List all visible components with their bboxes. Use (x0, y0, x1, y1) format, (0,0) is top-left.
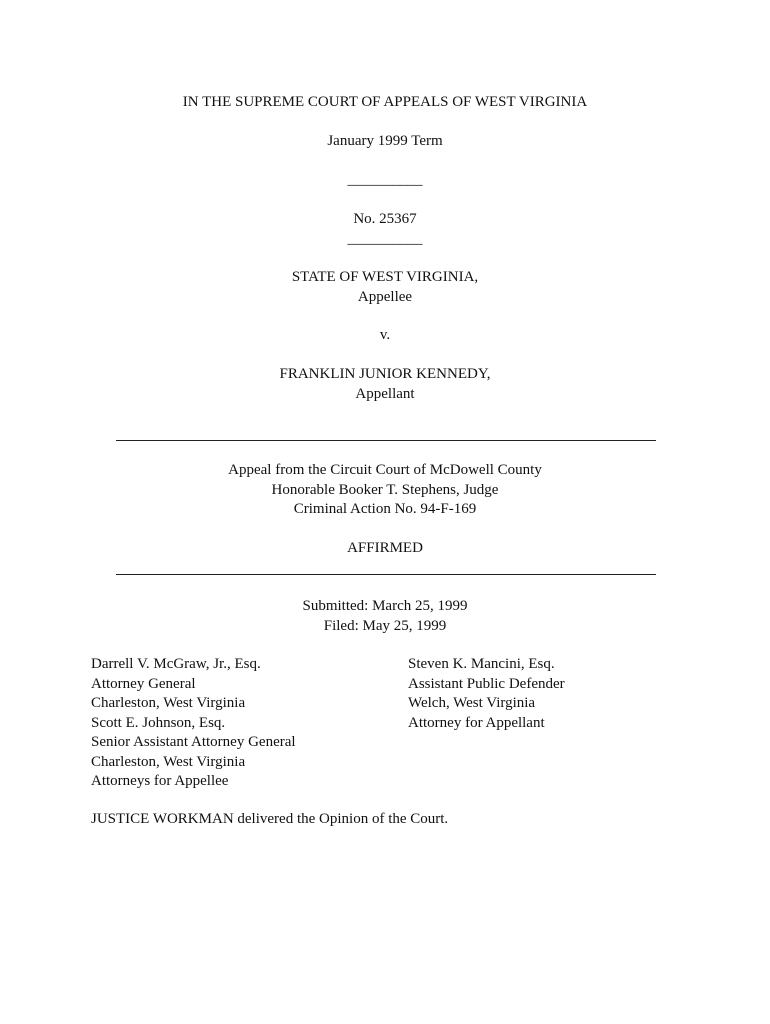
versus-label: v. (379, 327, 391, 343)
dates-block (0, 597, 770, 636)
court-term: January 1999 Term (327, 133, 443, 149)
appeal-judge: Honorable Booker T. Stephens, Judge (271, 481, 499, 498)
counsel-line: Scott E. Johnson, Esq. (91, 714, 226, 731)
appellant-counsel (408, 655, 565, 733)
counsel-line: Attorney for Appellant (408, 714, 545, 731)
appeal-action-number: Criminal Action No. 94-F-169 (293, 501, 477, 517)
horizontal-rule (116, 440, 656, 441)
counsel-line: Charleston, West Virginia (91, 695, 246, 711)
docket-number: No. 25367 (353, 211, 417, 227)
short-separator: __________ (347, 231, 423, 247)
counsel-line: Welch, West Virginia (408, 695, 536, 711)
appeal-origin: Appeal from the Circuit Court of McDowell County (228, 462, 542, 478)
appellant-block (0, 365, 770, 404)
filed-date: Filed: May 25, 1999 (323, 617, 447, 634)
counsel-line: Steven K. Mancini, Esq. (408, 656, 555, 672)
counsel-line: Charleston, West Virginia (91, 753, 246, 770)
court-name: IN THE SUPREME COURT OF APPEALS OF WEST VIRGINIA (182, 94, 588, 110)
disposition: AFFIRMED (347, 540, 423, 556)
short-separator: __________ (347, 172, 423, 188)
submitted-date: Submitted: March 25, 1999 (302, 598, 468, 614)
appellee-block (0, 268, 770, 307)
counsel-line: Attorneys for Appellee (91, 773, 229, 789)
counsel-line: Senior Assistant Attorney General (91, 734, 296, 750)
horizontal-rule (116, 574, 656, 575)
appellee-counsel (91, 655, 296, 792)
counsel-line: Assistant Public Defender (408, 675, 565, 692)
counsel-line: Attorney General (91, 675, 196, 692)
appeal-block (0, 461, 770, 520)
appellant-name: FRANKLIN JUNIOR KENNEDY, (279, 366, 491, 382)
appellee-role: Appellee (357, 288, 413, 305)
opinion-author-line: JUSTICE WORKMAN delivered the Opinion of the Court. (91, 811, 449, 827)
appellant-role: Appellant (355, 385, 415, 402)
appellee-name: STATE OF WEST VIRGINIA, (291, 269, 479, 285)
counsel-line: Darrell V. McGraw, Jr., Esq. (91, 656, 261, 672)
